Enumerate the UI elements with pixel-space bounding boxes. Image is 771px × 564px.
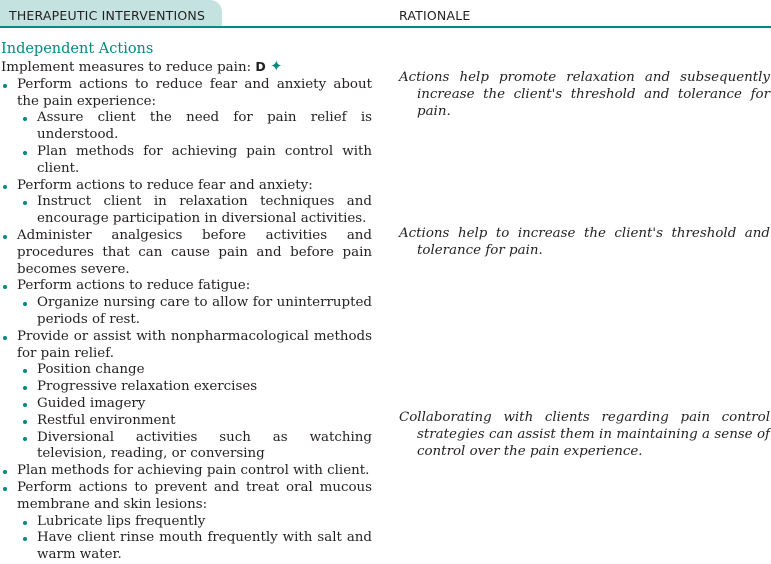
list-item-text: Have client rinse mouth frequently with salt and warm water. [37, 530, 372, 563]
rationale-text-3: Collaborating with clients regarding pain control strategies can assist them in maintaining a sense of control over the pain experience. [399, 410, 770, 459]
list-item-text: Provide or assist with nonpharmacological methods for pain relief. [17, 328, 372, 361]
list-item [1, 480, 372, 514]
bullet-icon [3, 84, 7, 88]
list-item [1, 178, 372, 195]
bullet-icon [3, 487, 7, 491]
list-item-text: Guided imagery [37, 395, 146, 411]
sub-list-item [1, 144, 372, 178]
bullet-icon [3, 470, 7, 474]
list-item-text: Progressive relaxation exercises [37, 379, 258, 395]
list-item-text: Instruct client in relaxation techniques and encourage participation in diversional activities. [37, 194, 372, 227]
list-item [1, 77, 372, 111]
section-title: Independent Actions [1, 41, 154, 57]
interventions-header-tab [0, 0, 222, 26]
list-item-text: Plan methods for achieving pain control with client. [17, 463, 370, 479]
sub-list-item [1, 194, 372, 228]
bullet-icon [23, 302, 27, 306]
bullet-icon [23, 521, 27, 525]
list-item-text: Perform actions to reduce fatigue: [17, 278, 251, 294]
sub-list-item [1, 413, 372, 430]
list-item [1, 329, 372, 363]
list-item-text: Organize nursing care to allow for uninterrupted periods of rest. [37, 295, 372, 327]
header-divider [0, 26, 771, 28]
bullet-icon [3, 235, 7, 239]
intervention-list [1, 77, 372, 564]
bullet-icon [3, 185, 7, 189]
list-item-text: Perform actions to reduce fear and anxiety about the pain experience: [17, 76, 372, 109]
interventions-header-label: THERAPEUTIC INTERVENTIONS [9, 8, 206, 23]
sub-list-item [1, 379, 372, 396]
intro-text: Implement measures to reduce pain: [1, 60, 252, 75]
bullet-icon [3, 285, 7, 289]
sub-list-item [1, 530, 372, 564]
sub-list-item [1, 362, 372, 379]
bullet-icon [23, 403, 27, 407]
list-item [1, 463, 372, 480]
intro-line [1, 58, 372, 77]
sub-list-item [1, 396, 372, 413]
bullet-icon [23, 437, 27, 441]
list-item-text: Plan methods for achieving pain control with client. [37, 143, 372, 176]
rationale-header-label: RATIONALE [399, 8, 471, 23]
rationale-text-2: Actions help to increase the client's threshold and tolerance for pain. [399, 226, 770, 258]
list-item [1, 278, 372, 295]
sub-list-item [1, 295, 372, 329]
bullet-icon [23, 151, 27, 155]
bullet-icon [23, 117, 27, 121]
interventions-column [1, 41, 372, 564]
list-item-text: Perform actions to prevent and treat oral mucous membrane and skin lesions: [17, 479, 372, 512]
bullet-icon [23, 537, 27, 541]
table-header [0, 0, 771, 28]
rationale-text-1: Actions help promote relaxation and subsequently increase the client's threshold and tolerance for pain. [399, 70, 770, 119]
list-item-text: Position change [37, 362, 145, 378]
list-item-text: Restful environment [37, 412, 176, 428]
sub-list-item [1, 430, 372, 464]
bullet-icon [23, 201, 27, 205]
list-item-text: Lubricate lips frequently [37, 513, 206, 529]
bullet-icon [3, 336, 7, 340]
list-item-text: Assure client the need for pain relief is understood. [37, 110, 372, 143]
diagnosis-badge: D [255, 59, 266, 74]
sub-list-item [1, 110, 372, 144]
list-item-text: Perform actions to reduce fear and anxiety: [17, 177, 313, 193]
bullet-icon [23, 420, 27, 424]
bullet-icon [23, 369, 27, 373]
diamond-star-icon: ✦ [270, 57, 283, 75]
bullet-icon [23, 386, 27, 390]
list-item-text: Administer analgesics before activities and procedures that can cause pain and before pain becomes severe. [17, 227, 372, 277]
list-item [1, 228, 372, 278]
list-item-text: Diversional activities such as watching television, reading, or conversing [37, 429, 372, 462]
sub-list-item [1, 514, 372, 531]
